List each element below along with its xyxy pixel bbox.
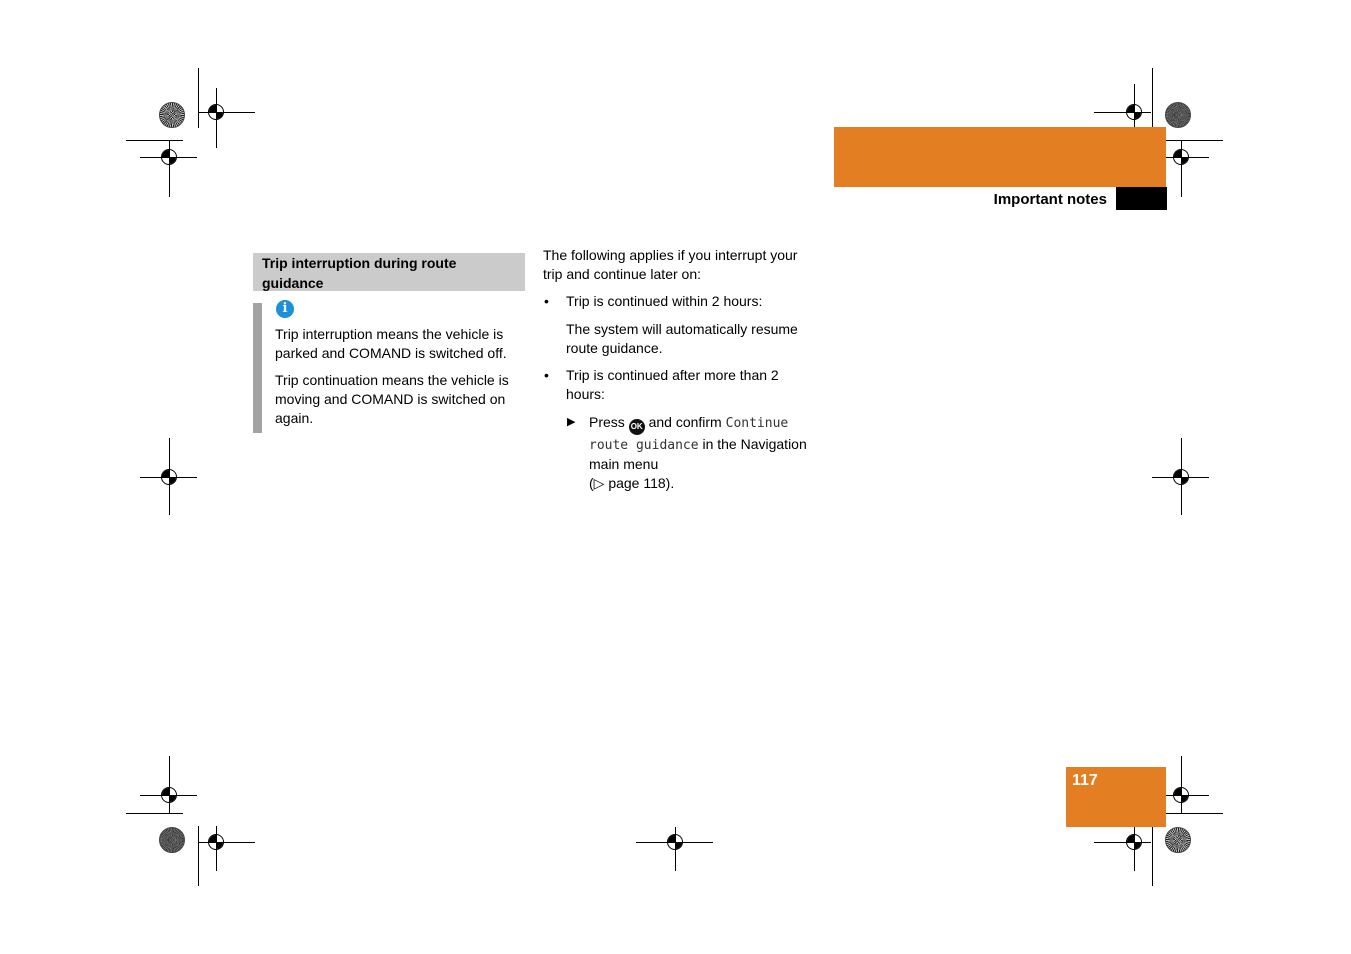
step-arrow-icon: ▶	[567, 416, 576, 428]
menu-item-name: Continue route guidance	[589, 416, 789, 453]
instruction-step	[589, 413, 809, 493]
section-heading-text: Trip interruption during route guidance	[262, 255, 457, 291]
registration-target-icon	[208, 104, 224, 120]
page-reference: (▷ page 118).	[589, 475, 675, 491]
section-heading	[253, 253, 525, 291]
registration-target-icon	[161, 149, 177, 165]
registration-target-icon	[1126, 834, 1142, 850]
info-sidebar	[253, 303, 262, 433]
info-paragraph: Trip interruption means the vehicle is parked and COMAND is switched off.	[275, 326, 507, 361]
color-bar-icon	[1165, 827, 1191, 853]
registration-target-icon	[208, 834, 224, 850]
step-location: in the Navigation main menu	[589, 436, 807, 472]
chapter-title: Navigation	[1205, 160, 1292, 179]
list-item: Trip is continued after more than 2 hours:	[566, 367, 779, 402]
list-item-detail: The system will automatically resume route guidance.	[566, 321, 798, 356]
bullet-dot: •	[544, 293, 549, 309]
step-press: Press	[589, 414, 625, 430]
color-bar-icon	[159, 827, 185, 853]
intro-paragraph: The following applies if you interrupt your trip and continue later on:	[543, 247, 798, 282]
registration-target-icon	[1173, 787, 1189, 803]
list-item: Trip is continued within 2 hours:	[566, 293, 763, 309]
section-title: Important notes	[993, 191, 1107, 208]
color-bar-icon	[1165, 102, 1191, 128]
registration-target-icon	[1173, 469, 1189, 485]
ok-button-icon: OK	[629, 419, 645, 435]
registration-target-icon	[161, 469, 177, 485]
registration-target-icon	[161, 787, 177, 803]
info-icon: i	[276, 300, 294, 318]
bullet-dot: •	[544, 367, 549, 383]
section-marker	[1116, 187, 1167, 210]
color-bar-icon	[159, 102, 185, 128]
registration-target-icon	[1126, 104, 1142, 120]
step-confirm: and confirm	[648, 414, 722, 430]
page-number: 117	[1072, 772, 1098, 789]
info-paragraph: Trip continuation means the vehicle is moving and COMAND is switched on again.	[275, 372, 509, 426]
registration-target-icon	[667, 834, 683, 850]
